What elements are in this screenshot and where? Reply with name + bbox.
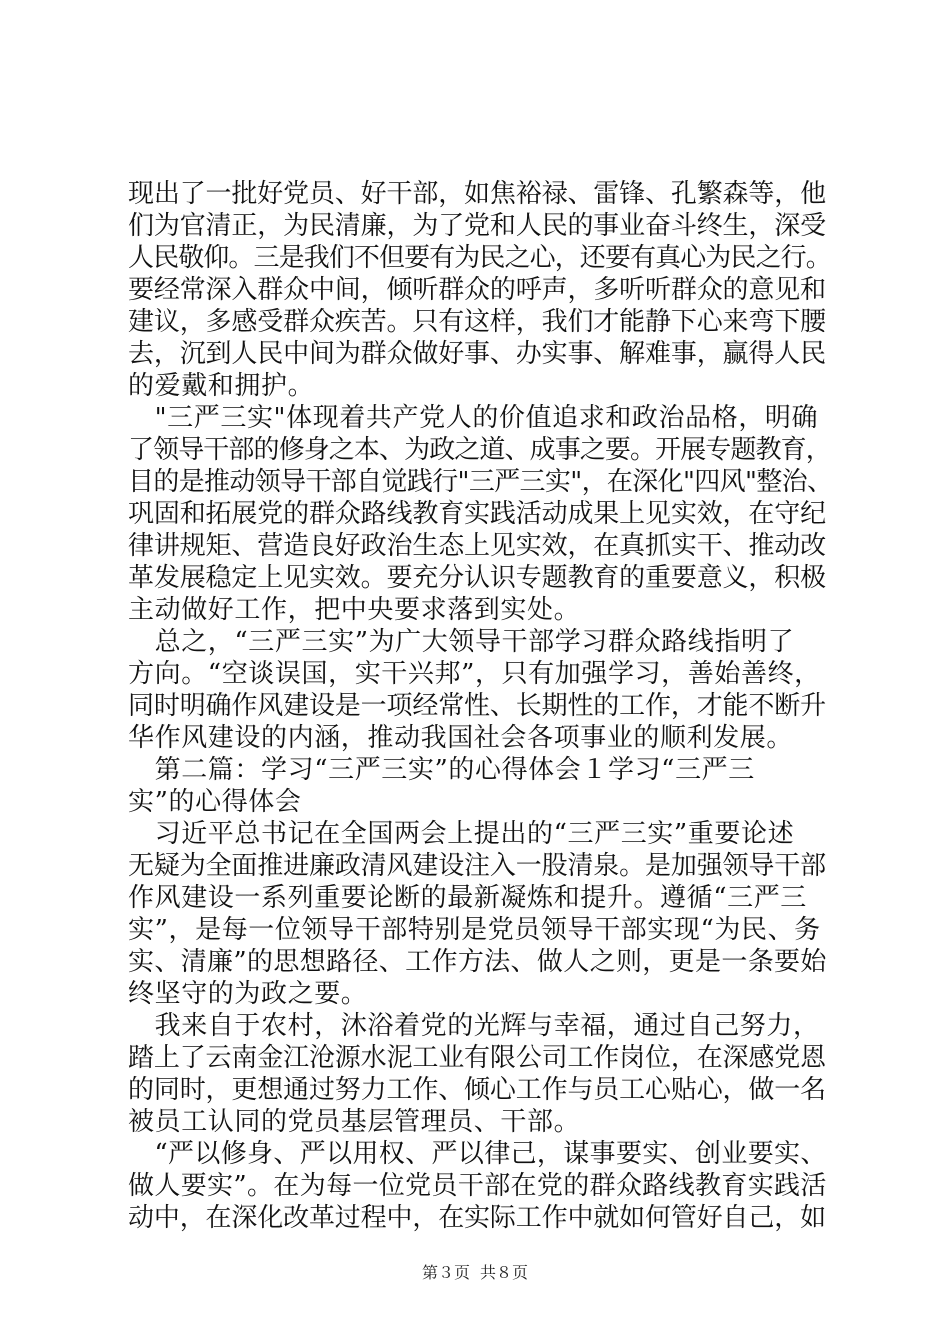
page-footer (0, 1263, 950, 1283)
text-line: 目的是推动领导干部自觉践行"三严三实"，在深化"四风"整治、 (128, 467, 833, 497)
text-line: 作风建设一系列重要论断的最新凝炼和提升。遵循“三严三 (128, 883, 807, 913)
section-heading-line: 第二篇：学习“三严三实”的心得体会１学习“三严三 (128, 755, 755, 785)
text-line: 现出了一批好党员、好干部，如焦裕禄、雷锋、孔繁森等，他 (128, 179, 826, 209)
text-line: 习近平总书记在全国两会上提出的“三严三实”重要论述 (128, 819, 795, 849)
text-line: 做人要实”。在为每一位党员干部在党的群众路线教育实践活 (128, 1171, 827, 1201)
text-line: 同时明确作风建设是一项经常性、长期性的工作，才能不断升 (128, 691, 826, 721)
text-line: 总之，“三严三实”为广大领导干部学习群众路线指明了 (128, 627, 795, 657)
text-line: 律讲规矩、营造良好政治生态上见实效，在真抓实干、推动改 (128, 531, 826, 561)
text-line: 的爱戴和拥护。 (128, 371, 315, 401)
text-line: 方向。“空谈误国，实干兴邦”，只有加强学习，善始善终， (128, 659, 821, 689)
text-line: “严以修身、严以用权、严以律己，谋事要实、创业要实、 (128, 1139, 827, 1169)
text-line: 无疑为全面推进廉政清风建设注入一股清泉。是加强领导干部 (128, 851, 826, 881)
text-line: 华作风建设的内涵，推动我国社会各项事业的顺利发展。 (128, 723, 794, 753)
text-line: 建议，多感受群众疾苦。只有这样，我们才能静下心来弯下腰 (128, 307, 826, 337)
text-line: 了领导干部的修身之本、为政之道、成事之要。开展专题教育， (128, 435, 831, 465)
text-line: 巩固和拓展党的群众路线教育实践活动成果上见实效，在守纪 (128, 499, 826, 529)
text-line: "三严三实"体现着共产党人的价值追求和政治品格，明确 (128, 403, 819, 433)
text-line: 要经常深入群众中间，倾听群众的呼声，多听听群众的意见和 (128, 275, 826, 305)
text-line: 主动做好工作，把中央要求落到实处。 (128, 595, 581, 625)
text-line: 去，沉到人民中间为群众做好事、办实事、解难事，赢得人民 (128, 339, 826, 369)
text-line: 踏上了云南金江沧源水泥工业有限公司工作岗位，在深感党恩 (128, 1043, 826, 1073)
text-line: 实”，是每一位领导干部特别是党员领导干部实现“为民、务 (128, 915, 821, 945)
page-number: 第３页 (421, 1263, 470, 1282)
section-heading-line: 实”的心得体会 (128, 787, 302, 817)
text-line: 终坚守的为政之要。 (128, 979, 368, 1009)
text-line: 被员工认同的党员基层管理员、干部。 (128, 1107, 581, 1137)
document-body (128, 178, 832, 1234)
text-line: 动中，在深化改革过程中，在实际工作中就如何管好自己，如 (128, 1203, 826, 1233)
text-line: 们为官清正，为民清廉，为了党和人民的事业奋斗终生，深受 (128, 211, 826, 241)
text-line: 的同时，更想通过努力工作、倾心工作与员工心贴心，做一名 (128, 1075, 826, 1105)
text-line: 我来自于农村，沐浴着党的光辉与幸福，通过自己努力， (128, 1011, 820, 1041)
page-total: 共８页 (480, 1263, 529, 1282)
text-line: 革发展稳定上见实效。要充分认识专题教育的重要意义，积极 (128, 563, 826, 593)
text-line: 实、清廉”的思想路径、工作方法、做人之则，更是一条要始 (128, 947, 827, 977)
text-line: 人民敬仰。三是我们不但要有为民之心，还要有真心为民之行。 (128, 243, 831, 273)
